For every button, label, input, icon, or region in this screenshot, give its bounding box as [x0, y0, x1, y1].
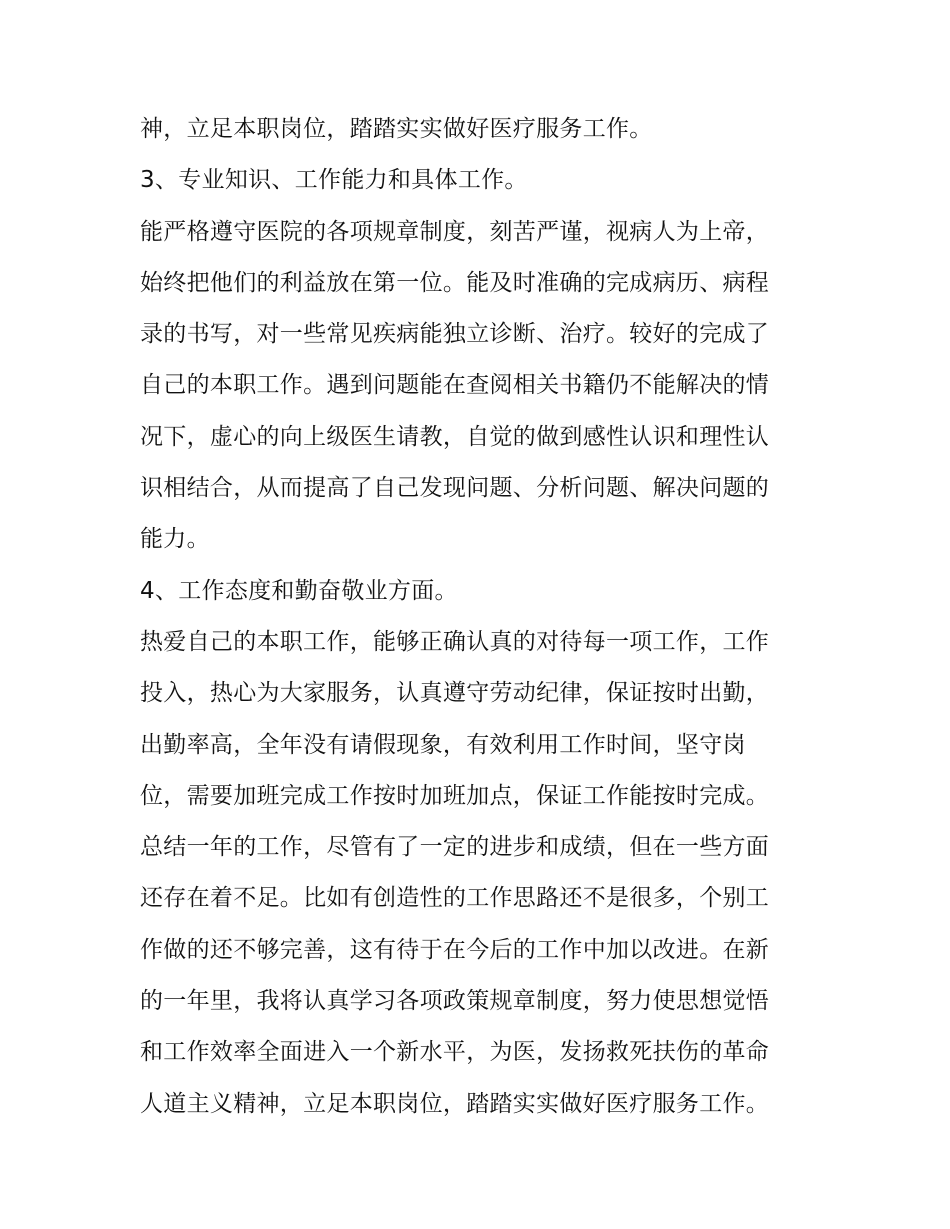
section-heading-4: 4、工作态度和勤奋敬业方面。: [140, 577, 458, 604]
text-line-14: 位，需要加班完成工作按时加班加点，保证工作能按时完成。: [140, 782, 770, 809]
text-line-13: 出勤率高，全年没有请假现象，有效利用工作时间，坚守岗: [140, 731, 746, 758]
text-line-7: 况下，虚心的向上级医生请教，自觉的做到感性认识和理性认: [140, 423, 770, 450]
text-line-1: 神，立足本职岗位，踏踏实实做好医疗服务工作。: [140, 116, 653, 142]
text-line-3: 能严格遵守医院的各项规章制度，刻苦严谨，视病人为上帝，: [140, 218, 770, 245]
section-heading-3: 3、专业知识、工作能力和具体工作。: [140, 167, 528, 194]
text-line-18: 的一年里，我将认真学习各项政策规章制度，努力使思想觉悟: [140, 988, 770, 1015]
text-line-9: 能力。: [140, 526, 210, 553]
text-line-4: 始终把他们的利益放在第一位。能及时准确的完成病历、病程: [140, 269, 770, 296]
text-line-8: 识相结合，从而提高了自己发现问题、分析问题、解决问题的: [140, 475, 770, 502]
text-line-16: 还存在着不足。比如有创造性的工作思路还不是很多，个别工: [140, 885, 770, 912]
text-line-12: 投入，热心为大家服务，认真遵守劳动纪律，保证按时出勤，: [140, 680, 770, 707]
text-line-5: 录的书写，对一些常见疾病能独立诊断、治疗。较好的完成了: [140, 321, 770, 348]
text-line-17: 作做的还不够完善，这有待于在今后的工作中加以改进。在新: [140, 936, 770, 963]
text-line-11: 热爱自己的本职工作，能够正确认真的对待每一项工作，工作: [140, 628, 770, 655]
text-line-15: 总结一年的工作，尽管有了一定的进步和成绩，但在一些方面: [140, 834, 770, 861]
text-line-6: 自己的本职工作。遇到问题能在查阅相关书籍仍不能解决的情: [140, 372, 770, 399]
text-line-20: 人道主义精神，立足本职岗位，踏踏实实做好医疗服务工作。: [140, 1090, 770, 1117]
document-body: [140, 106, 820, 1132]
text-line-19: 和工作效率全面进入一个新水平，为医，发扬救死扶伤的革命: [140, 1039, 770, 1066]
